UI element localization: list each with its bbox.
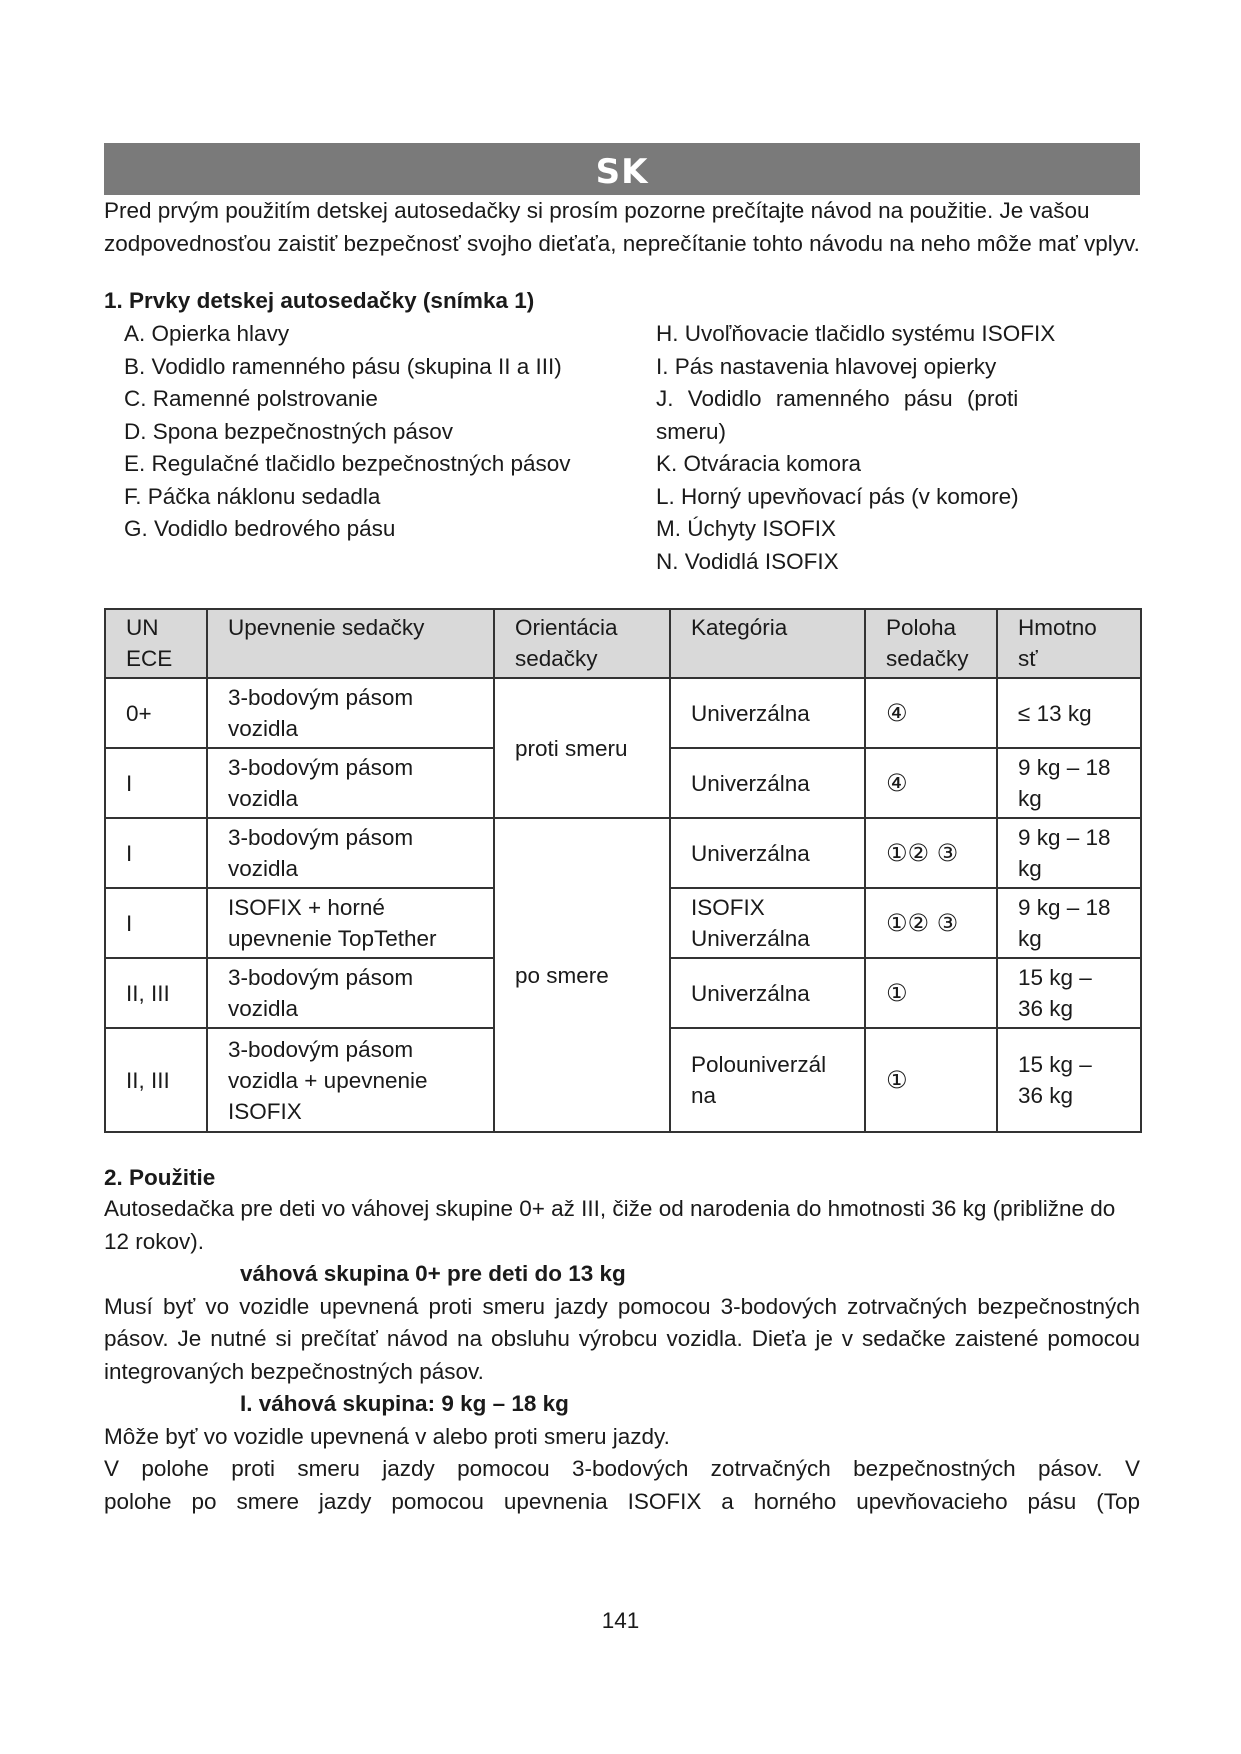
part-item: I. Pás nastavenia hlavovej opierky (656, 353, 997, 379)
part-item: E. Regulačné tlačidlo bezpečnostných pásov (124, 451, 571, 476)
table-row (105, 678, 1141, 748)
header-weight: Hmotno sť (997, 609, 1141, 678)
header-fixation: Upevnenie sedačky (207, 609, 494, 678)
cell-weight: 9 kg – 18 kg (997, 888, 1141, 958)
cell-position: ① (865, 958, 997, 1028)
cell-position: ④ (865, 748, 997, 818)
header-position: Poloha sedačky (865, 609, 997, 678)
cell-group: I (105, 888, 207, 958)
part-item: B. Vodidlo ramenného pásu (skupina II a III) (124, 353, 562, 379)
table-row (105, 818, 1141, 888)
header-orientation: Orientácia sedačky (494, 609, 670, 678)
header-category: Kategória (670, 609, 865, 678)
intro-paragraph: Pred prvým použitím detskej autosedačky si prosím pozorne prečítajte návod na použitie. Je vašou zodpovednosťou zaistiť bezpečnosť svojho dieťaťa, neprečítanie tohto návodu na neho môže mať vplyv. (104, 198, 1140, 256)
section-1-title: 1. Prvky detskej autosedačky (snímka 1) (104, 288, 535, 313)
cell-category: Univerzálna (670, 958, 865, 1028)
cell-weight: 9 kg – 18 kg (997, 748, 1141, 818)
part-item: J. Vodidlo ramenného pásu (proti (656, 386, 1019, 411)
group-0-paragraph: Musí byť vo vozidle upevnená proti smeru jazdy pomocou 3-bodových zotrvačných bezpečnostných pásov. Je nutné si prečítať návod na obsluhu výrobcu vozidla. Dieťa je v sedačke zaistené pomocou integrovaných bezpečnostných pásov. (104, 1293, 1140, 1384)
cell-category: Univerzálna (670, 678, 865, 748)
part-item: L. Horný upevňovací pás (v komore) (656, 483, 1019, 509)
part-item: D. Spona bezpečnostných pásov (124, 418, 453, 444)
group-1-paragraph: Môže byť vo vozidle upevnená v alebo proti smeru jazdy. (104, 1423, 670, 1449)
cell-weight: 15 kg – 36 kg (997, 958, 1141, 1028)
group-1-detail-line: V polohe proti smeru jazdy pomocou 3-bodových zotrvačných bezpečnostných pásov. V (104, 1456, 1140, 1481)
cell-weight: ≤ 13 kg (997, 678, 1141, 748)
cell-position: ①② ③ (865, 818, 997, 888)
group-0-heading: váhová skupina 0+ pre deti do 13 kg (240, 1261, 626, 1286)
cell-fixation: 3-bodovým pásom vozidla (207, 748, 494, 818)
part-item: K. Otváracia komora (656, 451, 862, 476)
usage-paragraph: Autosedačka pre deti vo váhovej skupine 0+ až III, čiže od narodenia do hmotnosti 36 kg (približne do 12 rokov). (104, 1196, 1116, 1254)
group-1-heading: I. váhová skupina: 9 kg – 18 kg (240, 1391, 569, 1416)
cell-group: II, III (105, 958, 207, 1028)
cell-category: Univerzálna (670, 818, 865, 888)
parts-list (104, 318, 1140, 578)
cell-position: ①② ③ (865, 888, 997, 958)
part-item: M. Úchyty ISOFIX (656, 516, 837, 541)
cell-fixation: 3-bodovým pásom vozidla (207, 678, 494, 748)
cell-orientation-rear: proti smeru (494, 678, 670, 818)
language-header: SK (104, 143, 1140, 195)
cell-weight: 15 kg – 36 kg (997, 1028, 1141, 1132)
cell-category: Polouniverzál na (670, 1028, 865, 1132)
part-item: C. Ramenné polstrovanie (124, 386, 378, 411)
cell-group: I (105, 818, 207, 888)
cell-category: Univerzálna (670, 748, 865, 818)
cell-orientation-front: po smere (494, 818, 670, 1132)
cell-position: ④ (865, 678, 997, 748)
cell-fixation: 3-bodovým pásom vozidla + upevnenie ISOFIX (207, 1028, 494, 1132)
part-item: F. Páčka náklonu sedadla (124, 483, 381, 509)
parts-left-column (104, 318, 656, 578)
part-item-continuation: smeru) (656, 418, 727, 444)
cell-fixation: 3-bodovým pásom vozidla (207, 958, 494, 1028)
part-item: A. Opierka hlavy (124, 321, 290, 346)
cell-weight: 9 kg – 18 kg (997, 818, 1141, 888)
cell-category: ISOFIX Univerzálna (670, 888, 865, 958)
cell-fixation: 3-bodovým pásom vozidla (207, 818, 494, 888)
cell-fixation: ISOFIX + horné upevnenie TopTether (207, 888, 494, 958)
part-item: H. Uvoľňovacie tlačidlo systému ISOFIX (656, 321, 1056, 346)
cell-group: 0+ (105, 678, 207, 748)
group-1-detail-line: polohe po smere jazdy pomocou upevnenia ISOFIX a horného upevňovacieho pásu (Top (104, 1488, 1140, 1514)
part-item: G. Vodidlo bedrového pásu (124, 516, 396, 541)
section-2-title: 2. Použitie (104, 1165, 216, 1190)
table-header-row (105, 609, 1141, 678)
header-un-ece: UN ECE (105, 609, 207, 678)
cell-position: ① (865, 1028, 997, 1132)
cell-group: I (105, 748, 207, 818)
page-number: 141 (601, 1608, 640, 1633)
manual-page (104, 143, 1140, 1518)
part-item: N. Vodidlá ISOFIX (656, 548, 839, 574)
parts-right-column (656, 318, 1140, 578)
category-table (104, 608, 1142, 1133)
cell-group: II, III (105, 1028, 207, 1132)
